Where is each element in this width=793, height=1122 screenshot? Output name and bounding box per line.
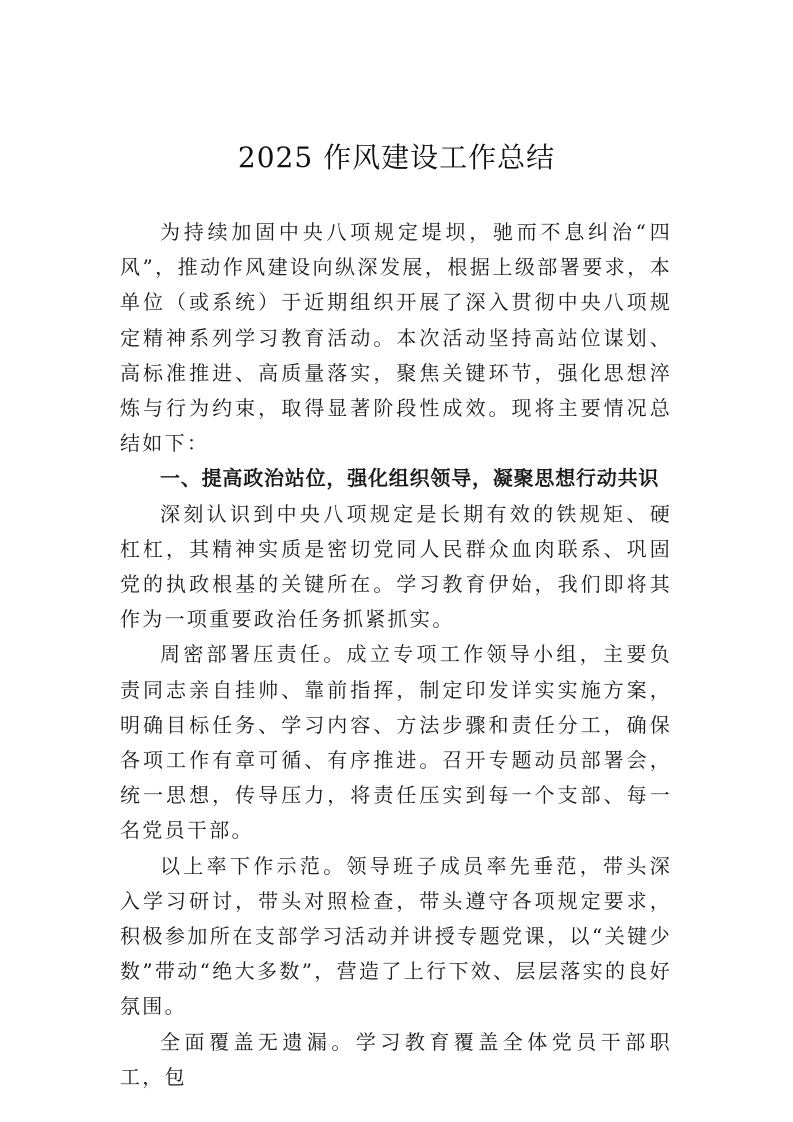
paragraph-coverage: 全面覆盖无遗漏。学习教育覆盖全体党员干部职工，包 <box>120 1029 672 1089</box>
paragraph-deployment: 周密部署压责任。成立专项工作领导小组，主要负责同志亲自挂帅、靠前指挥，制定印发详实实施方案，明确目标任务、学习内容、方法步骤和责任分工，确保各项工作有章可循、有序推进。召开专题动员部署会，统一思想，传导压力，将责任压实到每一个支部、每一名党员干部。 <box>120 642 672 843</box>
section-heading: 一、提高政治站位，强化组织领导，凝聚思想行动共识 <box>160 466 660 491</box>
paragraph-understanding: 深刻认识到中央八项规定是长期有效的铁规矩、硬杠杠，其精神实质是密切党同人民群众血肉联系、巩固党的执政根基的关键所在。学习教育伊始，我们即将其作为一项重要政治任务抓紧抓实。 <box>120 501 672 632</box>
paragraph-leadership: 以上率下作示范。领导班子成员率先垂范，带头深入学习研讨，带头对照检查，带头遵守各项规定要求，积极参加所在支部学习活动并讲授专题党课，以“关键少数”带动“绝大多数”，营造了上行下效、层层落实的良好氛围。 <box>120 853 672 1019</box>
paragraph-intro: 为持续加固中央八项规定堤坝，驰而不息纠治“四风”，推动作风建设向纵深发展，根据上级部署要求，本单位（或系统）于近期组织开展了深入贯彻中央八项规定精神系列学习教育活动。本次活动坚持高站位谋划、高标准推进、高质量落实，聚焦关键环节，强化思想淬炼与行为约束，取得显著阶段性成效。现将主要情况总结如下： <box>120 220 672 456</box>
document-body <box>120 215 672 1095</box>
document-title: 2025 作风建设工作总结 <box>237 141 556 174</box>
